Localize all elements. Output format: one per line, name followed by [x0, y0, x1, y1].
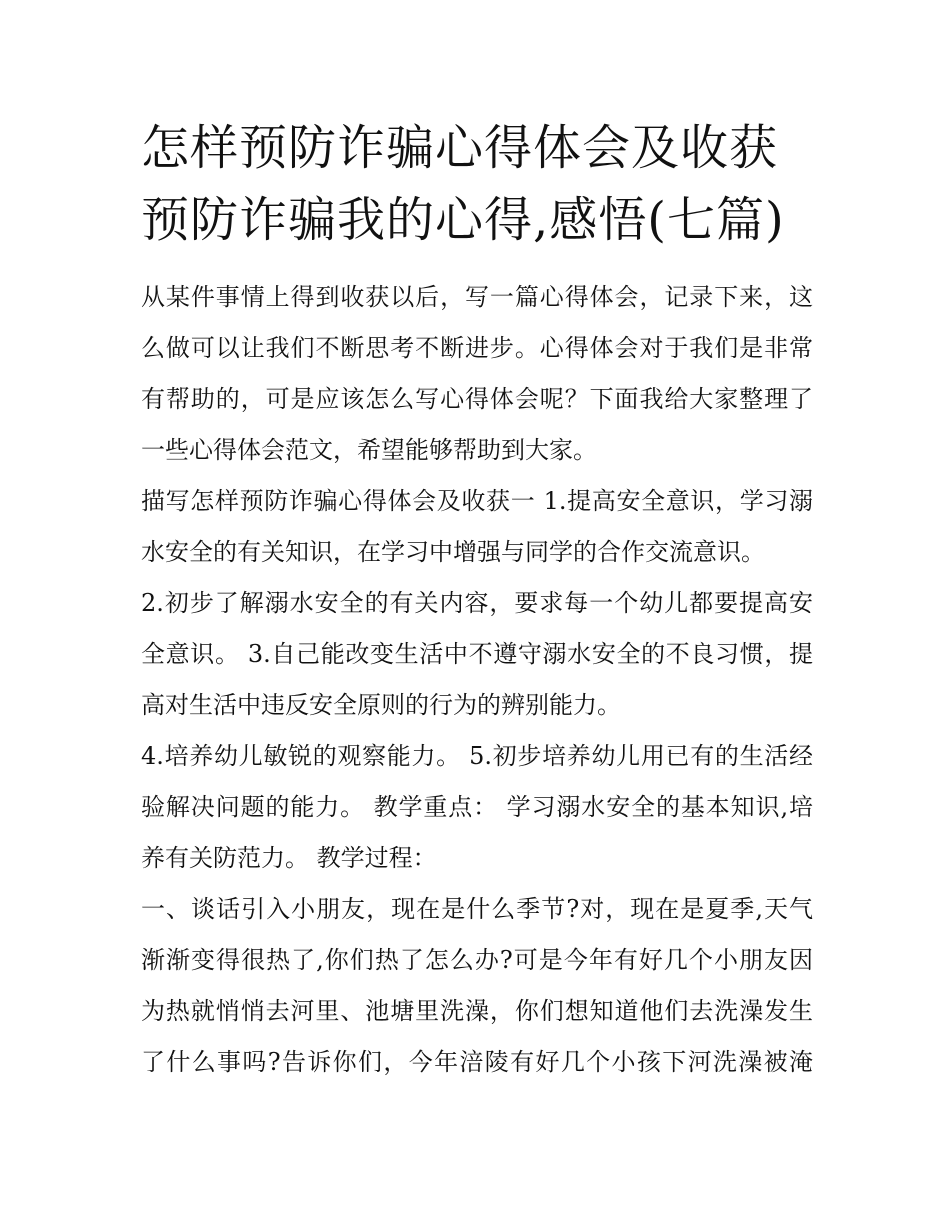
text-line: 一些心得体会范文，希望能够帮助到大家。	[141, 436, 597, 464]
document-title	[141, 112, 813, 256]
text-line: 养有关防范力。 教学过程：	[141, 844, 437, 872]
text-line: 描写怎样预防诈骗心得体会及收获一 1.提高安全意识，学习溺	[141, 487, 813, 515]
paragraph-intro	[141, 272, 813, 476]
title-line-1: 怎样预防诈骗心得体会及收获	[141, 120, 779, 176]
text-line: 验解决问题的能力。 教学重点： 学习溺水安全的基本知识,培	[141, 793, 813, 821]
text-line: 从某件事情上得到收获以后，写一篇心得体会，记录下来，这	[141, 283, 813, 311]
text-line: 4.培养幼儿敏锐的观察能力。 5.初步培养幼儿用已有的生活经	[141, 742, 813, 770]
text-line: 有帮助的，可是应该怎么写心得体会呢？下面我给大家整理了	[141, 385, 813, 413]
text-line: 么做可以让我们不断思考不断进步。心得体会对于我们是非常	[141, 334, 813, 362]
text-line: 水安全的有关知识，在学习中增强与同学的合作交流意识。	[141, 538, 765, 566]
paragraph-goals-3	[141, 731, 813, 884]
paragraph-goals-1	[141, 476, 813, 578]
text-line: 一、谈话引入小朋友，现在是什么季节?对，现在是夏季,天气	[141, 895, 813, 923]
text-line: 2.初步了解溺水安全的有关内容，要求每一个幼儿都要提高安	[141, 589, 813, 617]
text-line: 全意识。 3.自己能改变生活中不遵守溺水安全的不良习惯，提	[141, 640, 813, 668]
text-line: 渐渐变得很热了,你们热了怎么办?可是今年有好几个小朋友因	[141, 946, 813, 974]
text-line: 高对生活中违反安全原则的行为的辨别能力。	[141, 691, 621, 719]
document-page	[141, 112, 813, 1088]
text-line: 为热就悄悄去河里、池塘里洗澡，你们想知道他们去洗澡发生	[141, 997, 813, 1025]
paragraph-goals-2	[141, 578, 813, 731]
paragraph-process	[141, 884, 813, 1088]
text-line: 了什么事吗?告诉你们，今年涪陵有好几个小孩下河洗澡被淹	[141, 1048, 813, 1076]
title-line-2: 预防诈骗我的心得,感悟(七篇)	[141, 192, 785, 248]
document-body	[141, 272, 813, 1088]
